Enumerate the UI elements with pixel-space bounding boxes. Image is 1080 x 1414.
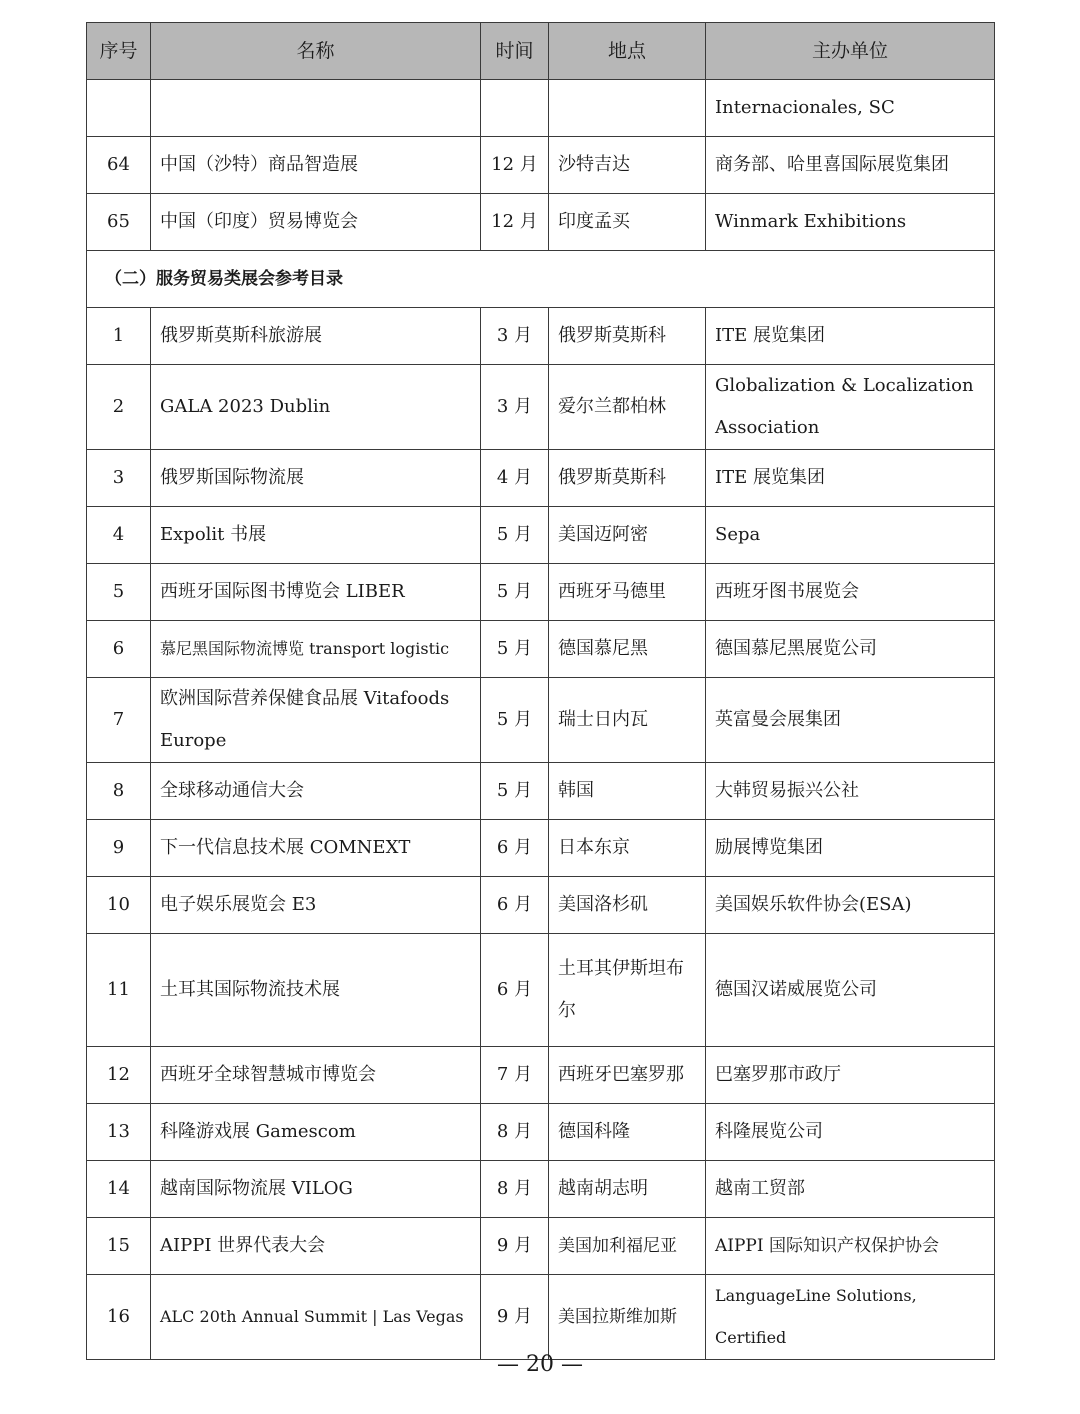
cell-place: 沙特吉达 [549, 137, 706, 194]
cell-name: 俄罗斯国际物流展 [151, 450, 481, 507]
cell-no: 4 [87, 507, 151, 564]
cell-time: 5 月 [481, 564, 549, 621]
cell-no: 65 [87, 194, 151, 251]
cell-place: 瑞士日内瓦 [549, 678, 706, 763]
cell-name: 全球移动通信大会 [151, 763, 481, 820]
cell-organizer: 西班牙图书展览会 [706, 564, 995, 621]
cell-no [87, 80, 151, 137]
cell-place: 美国拉斯维加斯 [549, 1275, 706, 1360]
cell-organizer: 美国娱乐软件协会(ESA) [706, 877, 995, 934]
header-organizer: 主办单位 [706, 23, 995, 80]
cell-organizer: Globalization & Localization Association [706, 365, 995, 450]
cell-organizer: LanguageLine Solutions, Certified [706, 1275, 995, 1360]
cell-time: 5 月 [481, 621, 549, 678]
cell-organizer: ITE 展览集团 [706, 450, 995, 507]
cell-organizer: 巴塞罗那市政厅 [706, 1047, 995, 1104]
table-row [87, 877, 995, 934]
section-header-row [87, 251, 995, 308]
cell-no: 14 [87, 1161, 151, 1218]
cell-time: 12 月 [481, 194, 549, 251]
table-row [87, 1161, 995, 1218]
table-row [87, 621, 995, 678]
exhibition-table [86, 22, 995, 1360]
cell-no: 11 [87, 934, 151, 1047]
cell-time: 5 月 [481, 507, 549, 564]
cell-place: 韩国 [549, 763, 706, 820]
table-row [87, 507, 995, 564]
cell-no: 12 [87, 1047, 151, 1104]
cell-no: 13 [87, 1104, 151, 1161]
cell-name [151, 80, 481, 137]
cell-place [549, 80, 706, 137]
cell-no: 3 [87, 450, 151, 507]
cell-no: 10 [87, 877, 151, 934]
cell-name: 中国（沙特）商品智造展 [151, 137, 481, 194]
cell-place: 日本东京 [549, 820, 706, 877]
cell-organizer: Internacionales, SC [706, 80, 995, 137]
cell-name: GALA 2023 Dublin [151, 365, 481, 450]
cell-name: 电子娱乐展览会 E3 [151, 877, 481, 934]
cell-name: 欧洲国际营养保健食品展 Vitafoods Europe [151, 678, 481, 763]
cell-time: 4 月 [481, 450, 549, 507]
cell-place: 土耳其伊斯坦布尔 [549, 934, 706, 1047]
cell-name: 下一代信息技术展 COMNEXT [151, 820, 481, 877]
cell-name: ALC 20th Annual Summit | Las Vegas [151, 1275, 481, 1360]
cell-time: 5 月 [481, 763, 549, 820]
header-no: 序号 [87, 23, 151, 80]
table-row [87, 1275, 995, 1360]
table-row [87, 308, 995, 365]
cell-time: 3 月 [481, 308, 549, 365]
table-row [87, 1047, 995, 1104]
cell-organizer: 越南工贸部 [706, 1161, 995, 1218]
cell-place: 爱尔兰都柏林 [549, 365, 706, 450]
cell-time: 7 月 [481, 1047, 549, 1104]
table-row [87, 1218, 995, 1275]
cell-no: 64 [87, 137, 151, 194]
cell-place: 德国慕尼黑 [549, 621, 706, 678]
cell-no: 7 [87, 678, 151, 763]
cell-time: 6 月 [481, 877, 549, 934]
cell-place: 美国迈阿密 [549, 507, 706, 564]
cell-organizer: Winmark Exhibitions [706, 194, 995, 251]
cell-name: 西班牙全球智慧城市博览会 [151, 1047, 481, 1104]
cell-no: 5 [87, 564, 151, 621]
cell-place: 德国科隆 [549, 1104, 706, 1161]
cell-time: 8 月 [481, 1161, 549, 1218]
cell-place: 美国洛杉矶 [549, 877, 706, 934]
table-row [87, 678, 995, 763]
cell-place: 西班牙马德里 [549, 564, 706, 621]
cell-organizer: Sepa [706, 507, 995, 564]
cell-name: 科隆游戏展 Gamescom [151, 1104, 481, 1161]
table-row [87, 194, 995, 251]
table-row [87, 80, 995, 137]
cell-no: 16 [87, 1275, 151, 1360]
cell-place: 越南胡志明 [549, 1161, 706, 1218]
cell-organizer: 英富曼会展集团 [706, 678, 995, 763]
cell-place: 西班牙巴塞罗那 [549, 1047, 706, 1104]
cell-time: 5 月 [481, 678, 549, 763]
table-row [87, 1104, 995, 1161]
cell-time [481, 80, 549, 137]
cell-name: 土耳其国际物流技术展 [151, 934, 481, 1047]
cell-organizer: 科隆展览公司 [706, 1104, 995, 1161]
cell-time: 8 月 [481, 1104, 549, 1161]
cell-name: 西班牙国际图书博览会 LIBER [151, 564, 481, 621]
table-row [87, 763, 995, 820]
cell-no: 6 [87, 621, 151, 678]
header-name: 名称 [151, 23, 481, 80]
cell-place: 美国加利福尼亚 [549, 1218, 706, 1275]
cell-name: 俄罗斯莫斯科旅游展 [151, 308, 481, 365]
cell-name: 越南国际物流展 VILOG [151, 1161, 481, 1218]
page-number: — 20 — [497, 1352, 583, 1377]
cell-name: 中国（印度）贸易博览会 [151, 194, 481, 251]
cell-time: 6 月 [481, 934, 549, 1047]
table-row [87, 934, 995, 1047]
cell-organizer: 商务部、哈里喜国际展览集团 [706, 137, 995, 194]
table-row [87, 365, 995, 450]
cell-organizer: AIPPI 国际知识产权保护协会 [706, 1218, 995, 1275]
cell-organizer: 德国汉诺威展览公司 [706, 934, 995, 1047]
cell-no: 2 [87, 365, 151, 450]
cell-organizer: 大韩贸易振兴公社 [706, 763, 995, 820]
cell-time: 6 月 [481, 820, 549, 877]
section-title: （二）服务贸易类展会参考目录 [87, 251, 995, 308]
cell-organizer: 德国慕尼黑展览公司 [706, 621, 995, 678]
cell-time: 12 月 [481, 137, 549, 194]
header-time: 时间 [481, 23, 549, 80]
cell-no: 15 [87, 1218, 151, 1275]
cell-no: 1 [87, 308, 151, 365]
table-header-row [87, 23, 995, 80]
cell-organizer: ITE 展览集团 [706, 308, 995, 365]
cell-name: Expolit 书展 [151, 507, 481, 564]
cell-time: 9 月 [481, 1275, 549, 1360]
table-row [87, 450, 995, 507]
table-row [87, 137, 995, 194]
cell-place: 俄罗斯莫斯科 [549, 450, 706, 507]
cell-place: 印度孟买 [549, 194, 706, 251]
cell-organizer: 励展博览集团 [706, 820, 995, 877]
header-place: 地点 [549, 23, 706, 80]
cell-no: 8 [87, 763, 151, 820]
cell-time: 9 月 [481, 1218, 549, 1275]
table-row [87, 564, 995, 621]
cell-no: 9 [87, 820, 151, 877]
cell-time: 3 月 [481, 365, 549, 450]
cell-place: 俄罗斯莫斯科 [549, 308, 706, 365]
cell-name: 慕尼黑国际物流博览 transport logistic [151, 621, 481, 678]
table-row [87, 820, 995, 877]
cell-name: AIPPI 世界代表大会 [151, 1218, 481, 1275]
